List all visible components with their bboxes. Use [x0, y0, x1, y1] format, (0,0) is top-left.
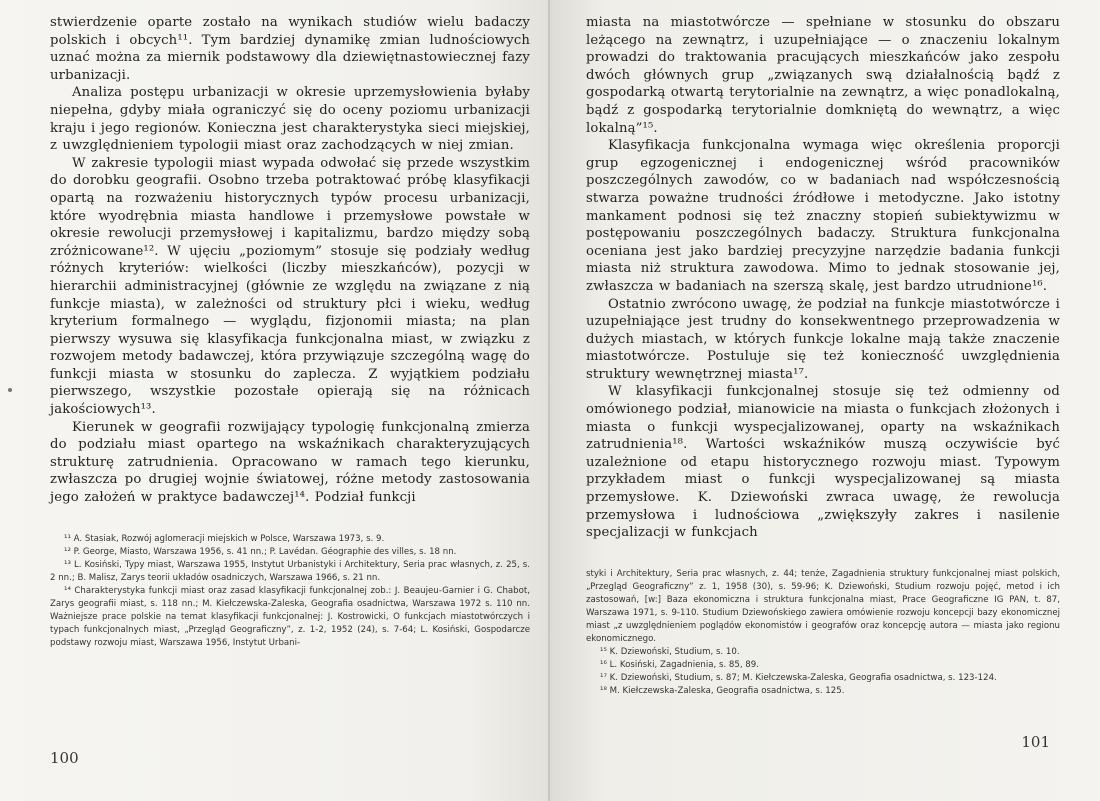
- footnote: ¹⁸ M. Kiełczewska-Zaleska, Geografia osadnictwa, s. 125.: [600, 685, 845, 696]
- paragraph: W klasyfikacji funkcjonalnej stosuje się też odmienny od omówionego podział, mianowicie na miasta o funkcjach złożonych i miasta o funkcji wyspecjalizowanej, oparty na wskaźnikach zatrudnienia¹⁸. Wartości wskaźników muszą oczywiście być uzależnione od etapu historycznego rozwoju miast. Typowym przykładem miast o funkcji wyspecjalizowanej są miasta przemysłowe. K. Dziewoński zwraca uwagę, że rewolucja przemysłowa i ludnościowa „zwiększyły zakres i nasilenie specjalizacji w funkcjach: [586, 384, 1060, 541]
- paragraph: Ostatnio zwrócono uwagę, że podział na funkcje miastotwórcze i uzupełniające jest trudny do konsekwentnego przeprowadzenia w dużych miastach, w których funkcje lokalne mają także znaczenie miastotwórcze. Postuluje się też konieczność uwzględnienia struktury wewnętrznej miasta¹⁷.: [586, 296, 1060, 382]
- paragraph: stwierdzenie oparte zostało na wynikach studiów wielu badaczy polskich i obcych¹¹. Tym bardziej dynamikę zmian ludnościowych uznać można za miernik podstawowy dla dziewiętnastowiecznej fazy urbanizacji.: [50, 15, 530, 83]
- footnote: ¹³ L. Kosiński, Typy miast, Warszawa 1955, Instytut Urbanistyki i Architektury, Seria prac własnych, z. 25, s. 2 nn.; B. Malisz, Zarys teorii układów osadniczych, Warszawa 1966, s. 21 nn.: [50, 559, 530, 583]
- page-number: 101: [1021, 733, 1050, 751]
- footnote: ¹⁵ K. Dziewoński, Studium, s. 10.: [600, 646, 740, 657]
- footnote: ¹⁴ Charakterystyka funkcji miast oraz zasad klasyfikacji funkcjonalnej zob.: J. Beaujeu-Garnier i G. Chabot, Zarys geografii miast, s. 118 nn.; M. Kiełczewska-Zaleska, Geografia osadnictwa, Warszawa 1972 s. 110 nn. Ważniejsze prace polskie na temat klasyfikacji funkcjonalnej: J. Kostrowicki, O funkcjach miastotwórczych i typach funkcjonalnych miast, „Przegląd Geograficzny”, z. 1-2, 1952 (24), s. 7-64; L. Kosiński, Gospodarcze podstawy rozwoju miast, Warszawa 1956, Instytut Urbani-: [50, 585, 530, 648]
- margin-dot: [8, 388, 12, 392]
- paragraph: W zakresie typologii miast wypada odwołać się przede wszystkim do dorobku geografii. Osobno trzeba potraktować próbę klasyfikacji opartą na rozważeniu historycznych typów procesu urbanizacji, które wyodrębnia miasta handlowe i przemysłowe powstałe w okresie rewolucji przemysłowej i kapitalizmu, bardzo między sobą zróżnicowane¹². W ujęciu „poziomym” stosuje się podziały według różnych kryteriów: wielkości (liczby mieszkańców), pozycji w hierarchii administracyjnej (głównie ze względu na związane z nią funkcje miasta), w zależności od struktury płci i wieku, według kryterium formalnego — wyglądu, fizjonomii miasta; na plan pierwszy wysuwa się klasyfikacja funkcjonalna miast, w związku z rozwojem metody badawczej, która przywiązuje szczególną wagę do funkcji miasta w stosunku do zaplecza. Z wyjątkiem podziału pierwszego, wszystkie pozostałe opierają się na różnicach jakościowych¹³.: [50, 155, 530, 418]
- paragraph: Analiza postępu urbanizacji w okresie uprzemysłowienia byłaby niepełna, gdyby miała ograniczyć się do oceny poziomu urbanizacji kraju i jego regionów. Konieczna jest charakterystyka sieci miejskiej, z uwzględnieniem typologii miast oraz zachodzących w niej zmian.: [50, 85, 530, 154]
- footnote: ¹⁷ K. Dziewoński, Studium, s. 87; M. Kiełczewska-Zaleska, Geografia osadnictwa, s. 123-124.: [600, 672, 997, 683]
- page-number: 100: [50, 749, 79, 767]
- footnote: ¹² P. George, Miasto, Warszawa 1956, s. 41 nn.; P. Lavédan. Géographie des villes, s. 18 nn.: [64, 546, 457, 557]
- footnotes: [50, 533, 530, 650]
- paragraph: Klasyfikacja funkcjonalna wymaga więc określenia proporcji grup egzogenicznej i endogenicznej wśród pracowników poszczególnych zawodów, co w badaniach nad współczesnością stwarza poważne trudności źródłowe i metodyczne. Jako istotny mankament podnosi się też znaczny stopień subiektywizmu w postępowaniu poszczególnych badaczy. Struktura funkcjonalna oceniana jest jako bardziej precyzyjne narzędzie badania funkcji miasta niż struktura zawodowa. Mimo to jednak stosowanie jej, zwłaszcza w badaniach na szerszą skalę, jest bardzo utrudnione¹⁶.: [586, 138, 1060, 294]
- footnote: ¹⁶ L. Kosiński, Zagadnienia, s. 85, 89.: [600, 659, 759, 670]
- footnotes: [586, 568, 1060, 698]
- right-page: [550, 0, 1100, 801]
- paragraph: Kierunek w geografii rozwijający typologię funkcjonalną zmierza do podziału miast opartego na wskaźnikach charakteryzujących strukturę zatrudnienia. Opracowano w ramach tego kierunku, zwłaszcza po drugiej wojnie światowej, różne metody zastosowania jego założeń w praktyce badawczej¹⁴. Podział funkcji: [50, 419, 530, 506]
- paragraph: miasta na miastotwórcze — spełniane w stosunku do obszaru leżącego na zewnątrz, i uzupełniające — o znaczeniu lokalnym prowadzi do traktowania pracujących mieszkańców jako zespołu dwóch głównych grup „związanych swą działalnością bądź z gospodarką otwartą terytorialnie na zewnątrz, a więc ponadlokalną, bądź z gospodarką terytorialnie domkniętą do wewnątrz, a więc lokalną”¹⁵.: [586, 15, 1060, 136]
- footnote: ¹¹ A. Stasiak, Rozwój aglomeracji miejskich w Polsce, Warszawa 1973, s. 9.: [64, 533, 385, 544]
- footnote: styki i Architektury, Seria prac własnych, z. 44; tenże, Zagadnienia struktury funkcjonalnej miast polskich, „Przegląd Geograficzny” z. 1, 1958 (30), s. 59-96; K. Dziewoński, Studium rozwoju pojęć, metod i ich zastosowań, [w:] Baza ekonomiczna i struktura funkcjonalna miast, Prace Geograficzne IG PAN, t. 87, Warszawa 1971, s. 9-110. Studium Dziewońskiego zawiera omówienie rozwoju koncepcji bazy ekonomicznej miast „z uwzględnieniem poglądów ekonomistów i geografów oraz koncepcję autora — miasta jako regionu ekonomicznego.: [586, 568, 1060, 644]
